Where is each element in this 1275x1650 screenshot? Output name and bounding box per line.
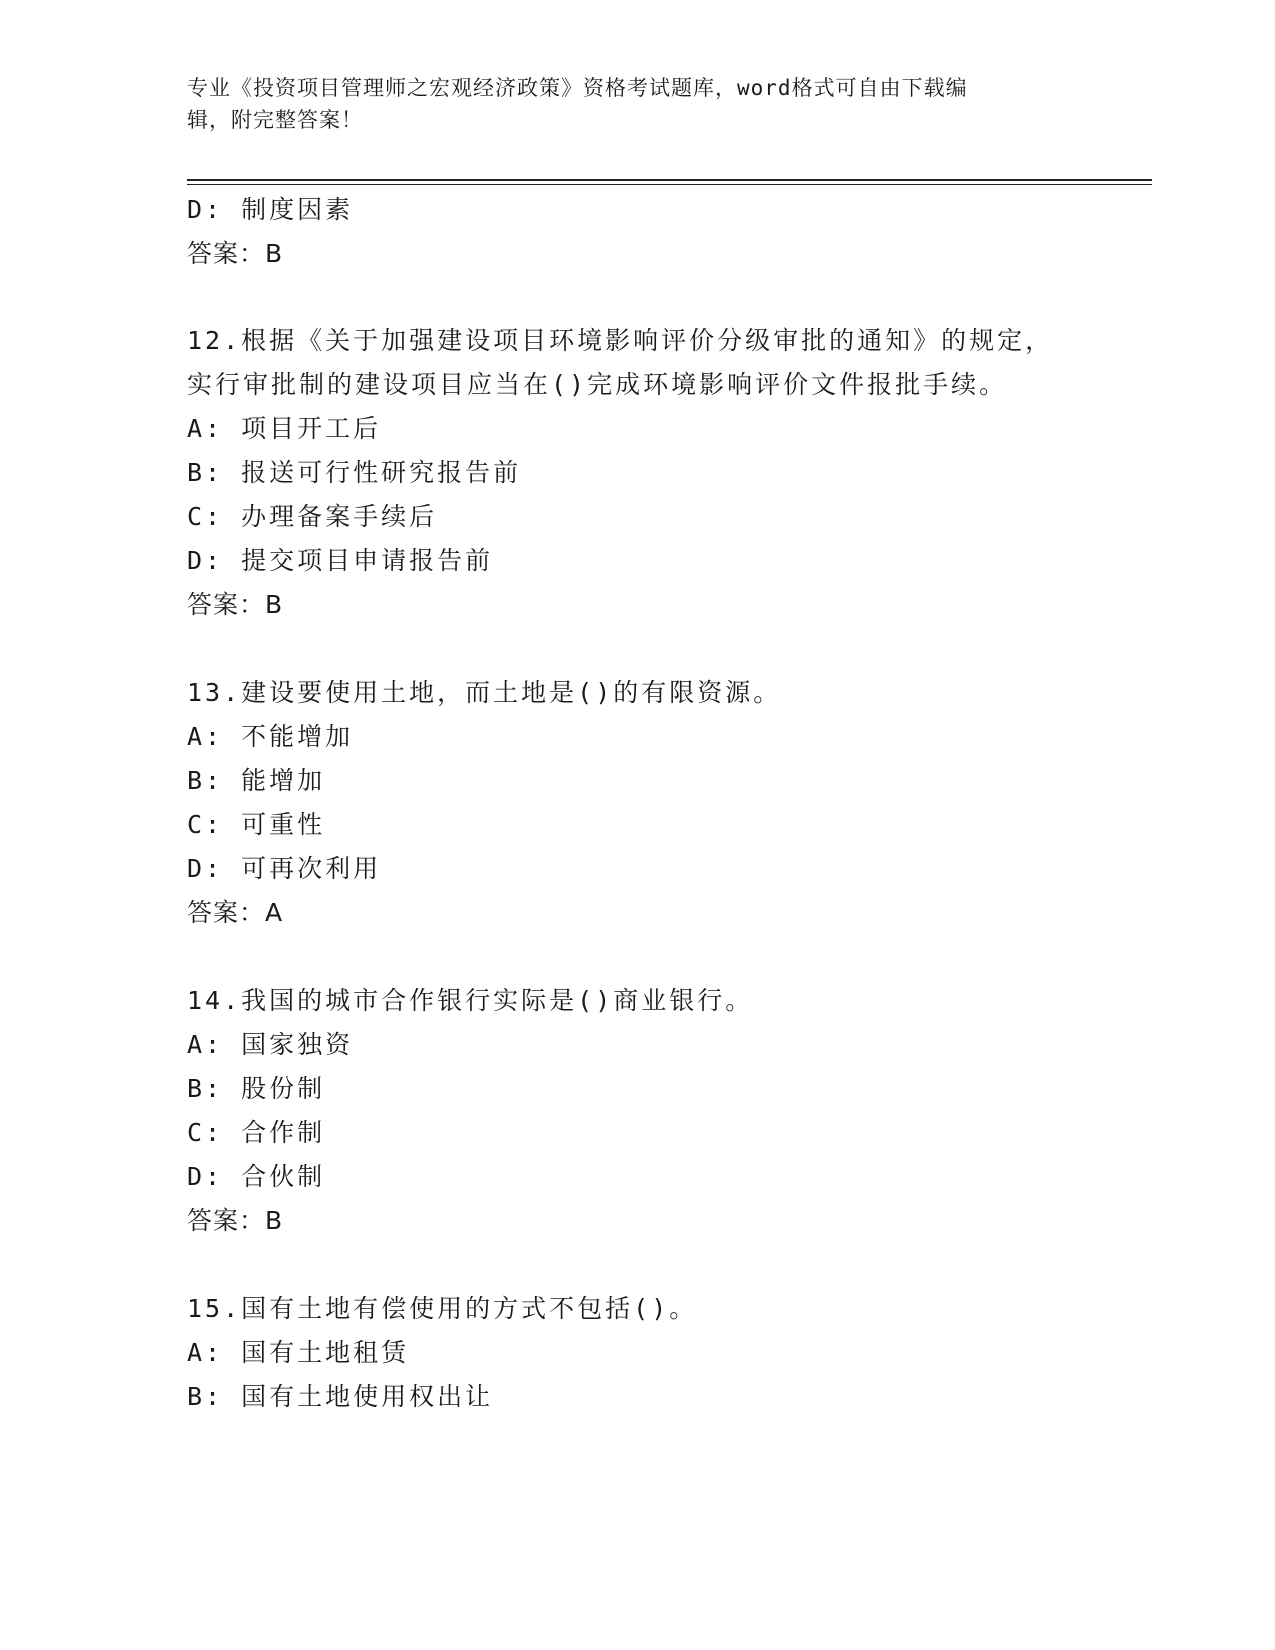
answer-line: 答案：B (187, 239, 284, 268)
option-d: D: 制度因素 (187, 195, 354, 224)
option-c: C: 可重性 (187, 810, 326, 839)
header-line-1: 专业《投资项目管理师之宏观经济政策》资格考试题库，word格式可自由下载编 (187, 76, 968, 100)
option-b: B: 股份制 (187, 1074, 326, 1103)
option-a: A: 国家独资 (187, 1030, 354, 1059)
option-d: D: 提交项目申请报告前 (187, 546, 494, 575)
answer-line: 答案：B (187, 1206, 284, 1235)
option-c: C: 办理备案手续后 (187, 502, 438, 531)
answer-line: 答案：A (187, 898, 284, 927)
question-stem: 13.建设要使用土地，而土地是()的有限资源。 (187, 678, 782, 707)
question-stem-continued: 实行审批制的建设项目应当在()完成环境影响评价文件报批手续。 (187, 370, 1008, 399)
question-stem: 14.我国的城市合作银行实际是()商业银行。 (187, 986, 754, 1015)
header-text (187, 72, 1087, 136)
option-d: D: 合伙制 (187, 1162, 326, 1191)
header-divider-thin (187, 184, 1152, 185)
question-stem: 15.国有土地有偿使用的方式不包括()。 (187, 1294, 698, 1323)
answer-line: 答案：B (187, 590, 284, 619)
option-b: B: 国有土地使用权出让 (187, 1382, 494, 1411)
option-d: D: 可再次利用 (187, 854, 382, 883)
option-a: A: 项目开工后 (187, 414, 382, 443)
header-divider-thick (187, 179, 1152, 181)
option-b: B: 能增加 (187, 766, 326, 795)
question-stem: 12.根据《关于加强建设项目环境影响评价分级审批的通知》的规定， (187, 326, 1054, 355)
option-a: A: 不能增加 (187, 722, 354, 751)
option-a: A: 国有土地租赁 (187, 1338, 410, 1367)
header-line-2: 辑，附完整答案！ (187, 108, 363, 132)
option-c: C: 合作制 (187, 1118, 326, 1147)
option-b: B: 报送可行性研究报告前 (187, 458, 522, 487)
